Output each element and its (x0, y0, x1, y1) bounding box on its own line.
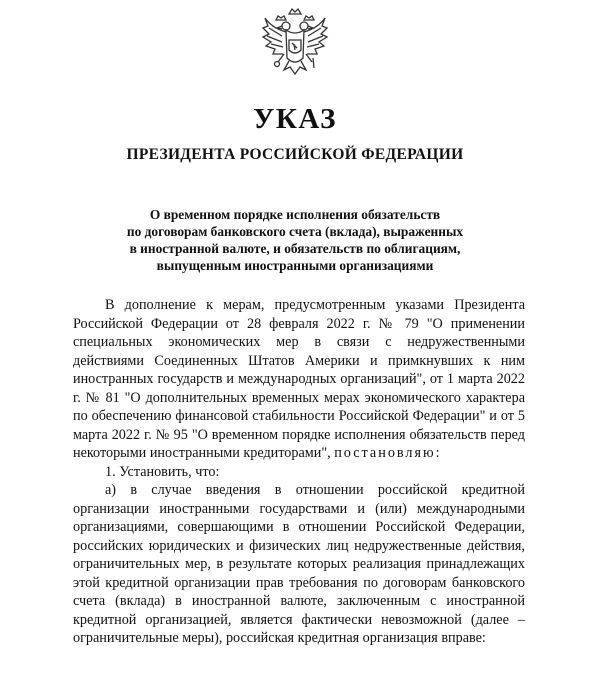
decree-body (73, 296, 525, 648)
subject-line: по договорам банковского счета (вклада), выраженных (126, 224, 464, 239)
document-title: УКАЗ (253, 103, 337, 135)
subject-line: в иностранной валюте, и обязательств по облигациям, (129, 241, 461, 256)
decree-word: постановляю: (334, 445, 442, 461)
item-1a-paragraph: а) в случае введения в отношении российской кредитной организации иностранными государствами и (или) международными организациями, совершающими в отношении Российской Федерации, российских юридических и физических лиц недружественные действия, ограничительных мер, в результате которых реализация принадлежащих этой кредитной организации прав требования по договорам банковского счета (вклада) в иностранной валюте, заключенным с иностранной кредитной организацией, является фактически невозможной (далее – ограничительные меры), российская кредитная организация вправе: (73, 482, 525, 646)
subject-line: выпущенным иностранными организациями (156, 258, 434, 273)
coat-of-arms-emblem (256, 6, 334, 86)
document-subtitle: ПРЕЗИДЕНТА РОССИЙСКОЙ ФЕДЕРАЦИИ (126, 146, 464, 163)
decree-subject (80, 206, 510, 274)
subject-line: О временном порядке исполнения обязательств (149, 207, 441, 222)
preamble-paragraph (73, 296, 525, 463)
item-1-paragraph: 1. Установить, что: (105, 463, 220, 480)
preamble-text: В дополнение к мерам, предусмотренным указами Президента Российской Федерации от 28 февраля 2022 г. № 79 "О применении специальных экономических мер в связи с недружественными действиями Соединенных Штатов Америки и примкнувших к ним иностранных государств и международных организаций", от 1 марта 2022 г. № 81 "О дополнительных временных мерах экономического характера по обеспечению финансовой стабильности Российской Федерации" и от 5 марта 2022 г. № 95 "О временном порядке исполнения обязательств перед некоторыми иностранными кредиторами", (73, 297, 525, 461)
